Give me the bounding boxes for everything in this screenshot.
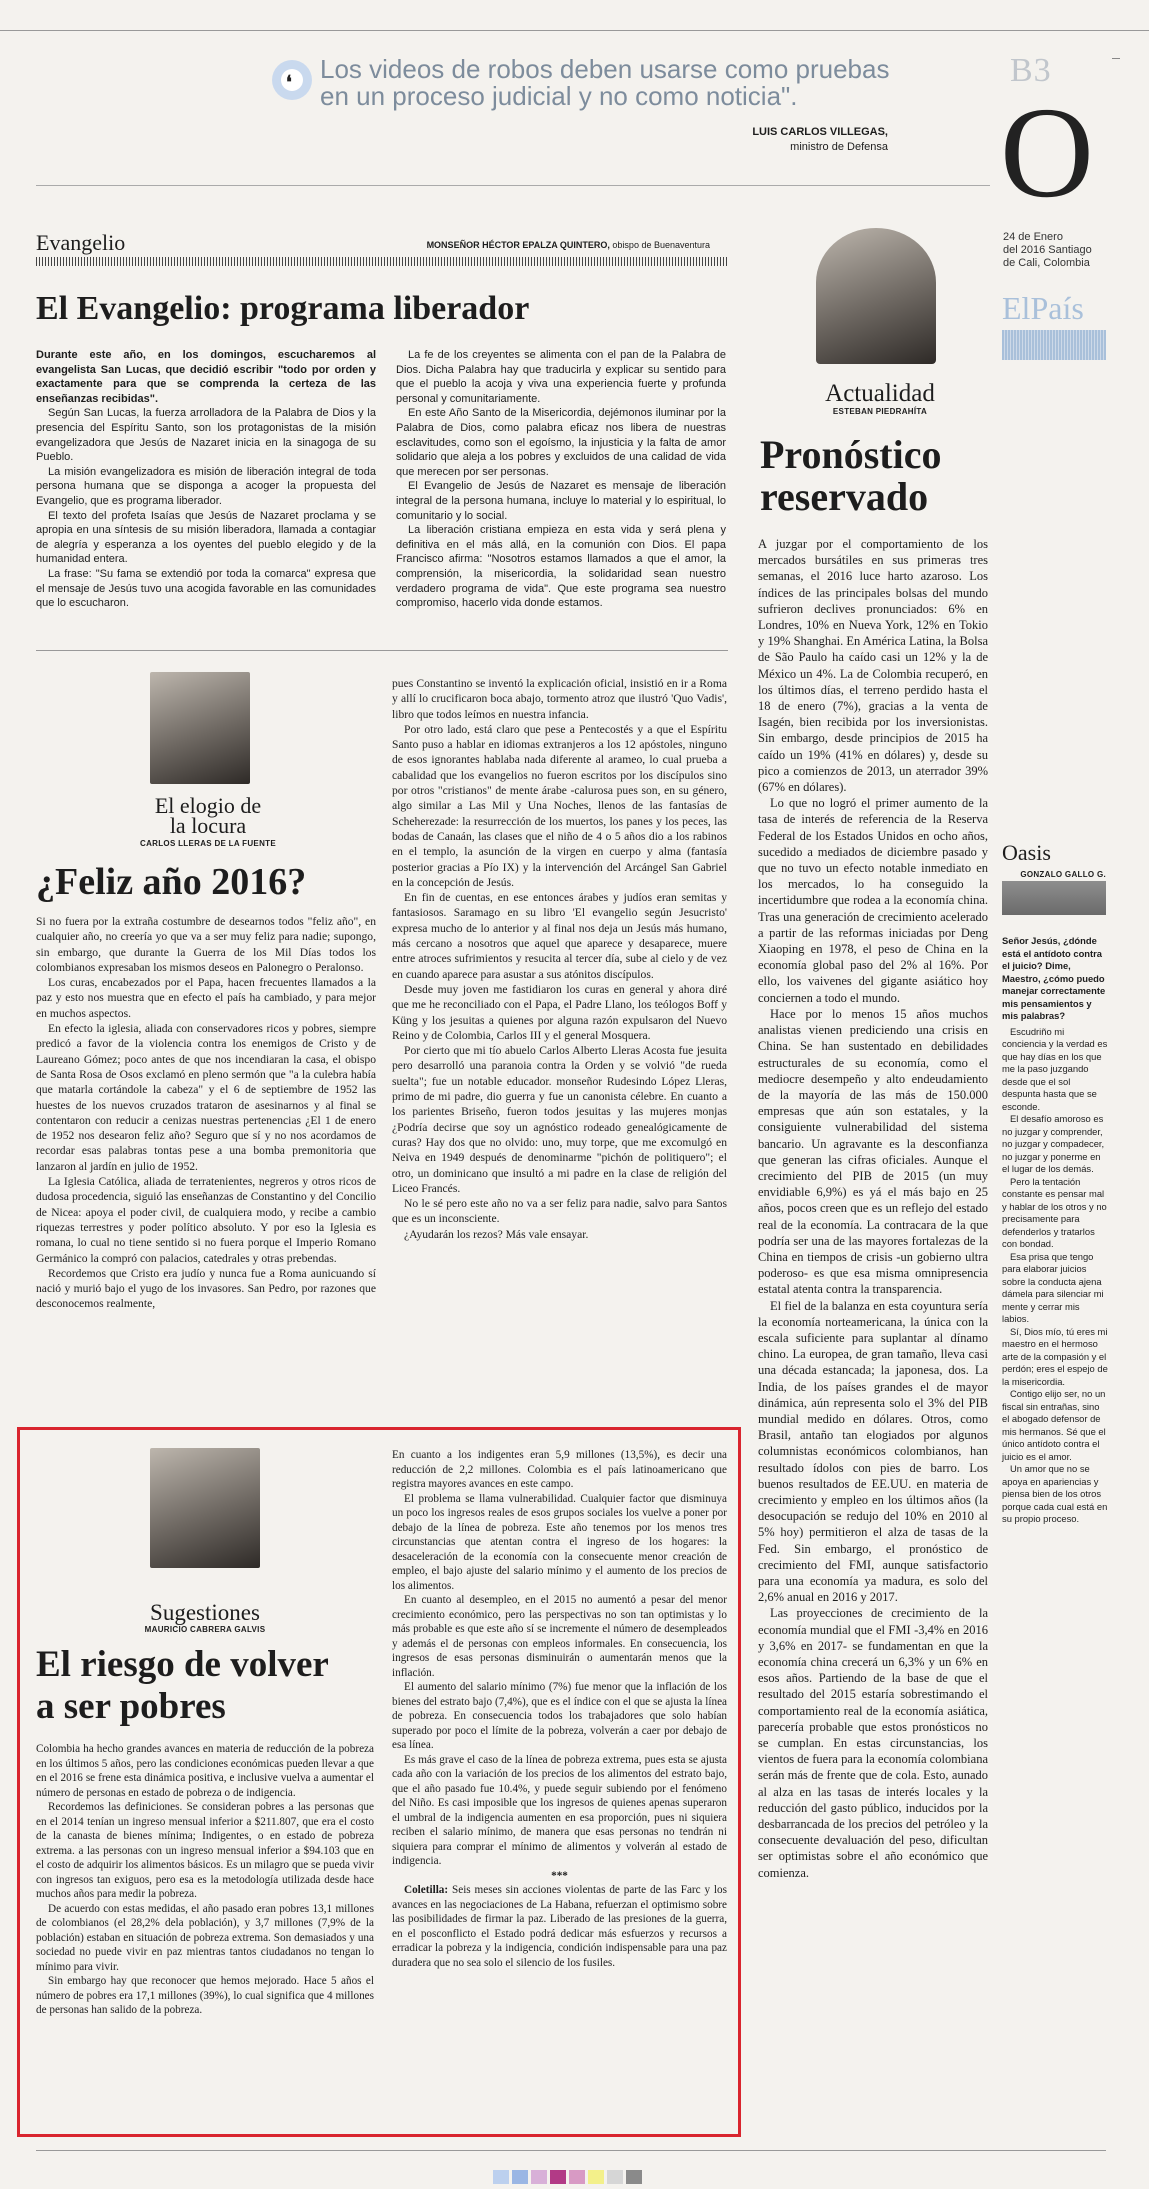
paragraph: Por otro lado, está claro que pese a Pentecostés y a que el Espíritu Santo puso a hablar en idiomas extranjeros a los 12 apóstoles, ninguno de esos ignorantes hablaba nada diferente al arameo, lo cual prueba a cabalidad que los evangelios no fueron escritos por los discípulos sino por otros "cristianos" de mente árabe -calurosa pues son, en su género, algo similar a Las Mil y Una Noches, llenos de las fantasías de Scheherezade: la resurrección de los muertos, los panes y los peces, las bodas de Canaán, las clases que el niño de 4 o 5 años dio a los rabinos en el templo, la asunción de la virgen en cuerpo y alma (fantasía posterior gracias a Pío IX) y la intervención del Arcángel San Gabriel en la concepción de Jesús. bbox=[392, 722, 727, 889]
oasis-author: GONZALO GALLO G. bbox=[1020, 870, 1106, 879]
paragraph: No le sé pero este año no va a ser feliz para nadie, salvo para Santos que es un inconsciente. bbox=[392, 1197, 727, 1226]
paragraph: Esa prisa que tengo para elaborar juicios sobre la conducta ajena dámela para silenciar mi mente y cerrar mis labios. bbox=[1002, 1250, 1104, 1324]
paragraph: La frase: "Su fama se extendió por toda la comarca" expresa que el mensaje de Jesús tuvo una acogida favorable en las comunidades que lo escucharon. bbox=[36, 567, 376, 610]
elogio-column-2 bbox=[392, 676, 727, 1242]
actualidad-column-name: Actualidad bbox=[825, 380, 935, 407]
swatch bbox=[531, 2170, 547, 2184]
paragraph: Pero la tentación constante es pensar mal y hablar de los otros y no precisamente para defenderlos y tratarlos con bondad. bbox=[1002, 1175, 1107, 1249]
quote-role: ministro de Defensa bbox=[790, 141, 888, 153]
section-divider bbox=[36, 650, 728, 651]
header-divider bbox=[36, 185, 990, 186]
paragraph: El problema se llama vulnerabilidad. Cualquier factor que disminuya un poco los ingresos reales de esos grupos sociales los vuelve a poner por debajo de la línea de pobreza. Este año tenemos por los menos tres circunstancias que atentan contra el ingreso de los hogares: la desaceleración de la economía con la consecuente menor creación de empleo, el bajo ajuste del salario mínimo y el aumento de los precios de los alimentos. bbox=[392, 1492, 727, 1592]
paragraph: La liberación cristiana empieza en esta vida y será plena y definitiva en el más allá, en la comunión con Dios. El papa Francisco afirma: "Nosotros estamos llamados a que el amor, la comprensión, la misericordia, la solidaridad sean nuestro verdadero programa de vida". Que este programa sea nuestro compromiso, hacerlo vida donde estamos. bbox=[396, 524, 726, 610]
paragraph: A juzgar por el comportamiento de los mercados bursátiles en sus primeras tres semanas, el 2016 luce harto azaroso. Los índices de las principales bolsas del mundo sufrieron declives pronunciados: 6% en Londres, 10% en Nueva York, 12% en Tokio y 19% Shanghai. En América Latina, la Bolsa de São Paulo ha caído casi un 12% y la de México un 4%. La de Colombia recuperó, en los últimos días, el terreno perdido hasta el 18 de enero (7%), gracias a la venta de Isagén, bien recibida por los inversionistas. Sin embargo, desde principios de 2015 ha caído un 19% (41% en dólares) y, desde su pico a comienzos de 2013, un aterrador 39% (67% en dólares). bbox=[758, 537, 988, 795]
page-code-rule bbox=[1112, 58, 1120, 59]
paragraph: Sí, Dios mío, tú eres mi maestro en el hermoso arte de la compasión y el perdón; eres el espejo de la misericordia. bbox=[1002, 1325, 1108, 1387]
paragraph: En cuanto al desempleo, en el 2015 no aumentó a pesar del menor crecimiento económico, pero las perspectivas no son tan optimistas y lo más probable es que este año sí se incremente el número de desempleados y además el de personas con empleos informales. En consecuencia, los ingresos de esas personas disminuirán o aumentarán menos que la inflación. bbox=[392, 1594, 727, 1679]
swatch bbox=[569, 2170, 585, 2184]
columnist-photo-cabrera bbox=[150, 1448, 260, 1568]
swatch bbox=[626, 2170, 642, 2184]
brand-logo: ElPaís bbox=[1002, 290, 1084, 326]
color-registration-bar bbox=[493, 2170, 642, 2184]
paragraph: Sin embargo hay que reconocer que hemos mejorado. Hace 5 años el número de pobres era 17,1 millones (39%), lo cual significa que 4 millones de personas han salido de la pobreza. bbox=[36, 1975, 374, 2016]
paragraph: Es más grave el caso de la línea de pobreza extrema, pues esta se ajusta cada año con la variación de los precios de los alimentos del estrato bajo, que el año pasado fue 10.4%, y puede seguir subiendo por el fenómeno del Niño. Es casi imposible que los ingresos de quienes apenas superaron el umbral de la indigencia aumenten en esa proporción, pues ni siquiera reciben el salario mínimo, de manera que esas personas no tendrán ni siquiera para comprar el mínimo de alimentos y volverán al estado de indigencia. bbox=[392, 1753, 727, 1867]
sugestiones-column-1 bbox=[36, 1742, 374, 2018]
paragraph: El desafío amoroso es no juzgar y comprender, no juzgar y compadecer, no juzgar y ponerme en el lugar de los demás. bbox=[1002, 1113, 1105, 1174]
brand-bar bbox=[1002, 330, 1106, 360]
paragraph: El fiel de la balanza en esta coyuntura sería la economía norteamericana, la única con la escala suficiente para suplantar al dínamo chino. La europea, de gran tamaño, lleva casi una década estancada; la japonesa, dos. La India, de los países grandes el de mayor dinámica, aún representa solo el 3% del PIB mundial medido en dólares. Otros, como Brasil, antaño tan elogiados por algunos columnistas económicos colombianos, han resultado ídolos con pies de barro. Los buenos resultados de EE.UU. en materia de crecimiento y empleo en los últimos años (la desocupación se redujo del 10% en 2010 al 5% hoy) permitieron el alza de tasas de la Fed. Sin embargo, el pronóstico de crecimiento del FMI, aunque satisfactorio para una economía ya madura, es solo del 2,6% anual en 2016 y 2017. bbox=[758, 1298, 988, 1605]
paragraph: El Evangelio de Jesús de Nazaret es mensaje de liberación integral de la persona humana, incluye lo material y lo espiritual, lo comunitario y lo social. bbox=[396, 480, 726, 522]
paragraph: El texto del profeta Isaías que Jesús de Nazaret proclama y se apropia en una síntesis de su misión liberadora, llamada a contagiar de alegría y esperanza a los oyentes del pueblo elegido y de la humanidad entera. bbox=[36, 509, 376, 566]
page-code: B3 bbox=[1010, 52, 1052, 89]
sugestiones-title: El riesgo de volver a ser pobres bbox=[36, 1644, 329, 1727]
paragraph: En este Año Santo de la Misericordia, dejémonos iluminar por la Palabra de Dios, como palabra eficaz nos libera de nuestras esclavitudes, como son el egoísmo, la injusticia y la falta de amor solidario que aleja a los pobres y excluidos de una calidad de vida que merecen por ser personas. bbox=[396, 407, 726, 478]
paragraph: Un amor que no se apoya en apariencias y piensa bien de los otros porque cada cual está en su propio proceso. bbox=[1002, 1463, 1108, 1524]
coletilla bbox=[392, 1883, 727, 1970]
coletilla-label: Coletilla: bbox=[404, 1884, 449, 1896]
paragraph: La fe de los creyentes se alimenta con el pan de la Palabra de Dios. Dicha Palabra hay que traducirla y explicar su sentido para que el pueblo la acoja y viva una experiencia fuerte y profunda personal y comunitariamente. bbox=[396, 349, 726, 405]
sugestiones-column-2 bbox=[392, 1448, 727, 1970]
columnist-photo-piedrahita bbox=[816, 228, 936, 364]
paragraph: Recordemos las definiciones. Se consideran pobres a las personas que en el 2014 tenían un ingreso mensual inferior a $211.807, que era el costo de la canasta de bienes mínima; Indigentes, o en estado de pobreza extrema. a las personas con un ingreso mensual inferior a $94.103 que en el costo de adquirir los alimentos básicos. Es un milagro que se pueda vivir con ingresos tan exiguos, pero esa es la metodología utilizada desde hace muchos años para medir la pobreza. bbox=[36, 1801, 374, 1900]
swatch bbox=[512, 2170, 528, 2184]
paragraph: En cuanto a los indigentes eran 5,9 millones (13,5%), es decir una reducción de 2,2 millones. Colombia es el país latinoamericano que registra mayores avances en este campo. bbox=[392, 1449, 727, 1490]
quote-author: LUIS CARLOS VILLEGAS, bbox=[752, 126, 888, 138]
paragraph: De acuerdo con estas medidas, el año pasado eran pobres 13,1 millones de colombianos (el 28,2% dela población), y 3,7 millones (7,9% de la población) estaban en situación de pobreza extrema. Son demasiados y una sociedad no puede vivir en paz mientras tantos ciudadanos no tengan lo mínimo para vivir. bbox=[36, 1902, 374, 1973]
evangelio-lead: Durante este año, en los domingos, escucharemos al evangelista San Lucas, que decidió escribir "todo por orden y exactamente para que se comprenda la certeza de las enseñanzas recibidas". bbox=[36, 349, 376, 405]
paragraph: La Iglesia Católica, aliada de terratenientes, negreros y otros ricos de dudosa procedencia, siguió las enseñanzas de Constantino y del Concilio de Nicea: apoya el poder civil, de cualquiera modo, y recibe a cambio riquezas terrestres y poder político absoluto. Y por eso la Iglesia es romana, lo cual no tiene sentido si no fuera porque el Imperio Romano Germánico la compró con palacios, catedrales y otras prebendas. bbox=[36, 1175, 376, 1265]
paragraph: Colombia ha hecho grandes avances en materia de reducción de la pobreza en los últimos 5 años, pero las condiciones económicas pueden llevar a que en el 2016 se frene esta dinámica positiva, e inclusive vuelva a aumentar el número de personas en estado de pobreza o de indigencia. bbox=[36, 1743, 374, 1799]
paragraph: En efecto la iglesia, aliada con conservadores ricos y pobres, siempre predicó a favor de la violencia contra los enemigos de Cristo y de Laureano Gómez; poco antes de que nos incendiaran la casa, el obispo de Santa Rosa de Osos exclamó en pleno sermón que "a la culebra había que matarla cortándole la cabeza" y el 6 de septiembre de 1952 las huestes de los nuevos cruzados trataron de asesinarnos y al final se contentaron con reducir a cenizas nuestras pertenencias ¿El 1 de enero de 1952 nos desearon feliz año? Seguro que sí y no nos acordamos de recordar esas palabras tontas pese a una bomba premonitoria que lanzaron al jardín en julio de 1952. bbox=[36, 1022, 376, 1173]
paragraph: Las proyecciones de crecimiento de la economía mundial que el FMI -3,4% en 2016 y 3,6% en 2017- se fundamentan en que la economía china crecerá un 6,3% y un 6% en esos años. Partiendo de la base de que el resultado del 2015 estaría sobrestimando el comportamiento real de la economía asiática, parecería probable que estos pronósticos no se cumplan. En estas circunstancias, los vientos de fuera para la economía colombiana serán más de frente que de cola. Esto, aunado al alza en las tasas de interés locales y la reducción del gasto público, inducidos por la desbarrancada de los precios del petróleo y la consecuente devaluación del peso, dificultan ser optimistas sobre el año económico que comienza. bbox=[758, 1606, 988, 1880]
actualidad-author: ESTEBAN PIEDRAHÍTA bbox=[832, 407, 928, 416]
paragraph: ¿Ayudarán los rezos? Más vale ensayar. bbox=[404, 1227, 589, 1241]
paragraph: Desde muy joven me fastidiaron los curas en general y ahora diré que me he reconciliado con el Papa, el Padre Llano, los teólogos Boff y Küng y los jesuitas a quienes por alguna razón expulsaron del Nuevo Reino y de Colombia, Carlos III y el general Mosquera. bbox=[392, 982, 727, 1042]
paragraph: Escudriño mi conciencia y la verdad es que hay días en los que me la paso juzgando desde que el sol despunta hasta que se esconde. bbox=[1002, 1025, 1108, 1112]
paragraph: Según San Lucas, la fuerza arrolladora de la Palabra de Dios y la presencia del Espíritu Santo, son los protagonistas de la misión evangelizadora que Jesús de Nazaret inicia en la sinagoga de su Pueblo. bbox=[36, 407, 376, 464]
columnist-photo-lleras bbox=[150, 672, 250, 784]
sugestiones-column-name: Sugestiones bbox=[150, 1600, 260, 1625]
paragraph: Recordemos que Cristo era judío y nunca fue a Roma aunicuando sí nació y murió bajo el yugo de los invasores. San Pedro, por razones que desconocemos realmente, bbox=[36, 1266, 376, 1311]
elogio-title: ¿Feliz año 2016? bbox=[36, 861, 307, 903]
paragraph: Hace por lo menos 15 años muchos analistas vienen prediciendo una crisis en China. Se han sustentado en debilidades estructurales de su economía, como el mediocre desempeño y alto endeudamiento de la mayoría de las más de 150.000 empresas que aún son estatales, y la consiguiente vulnerabilidad del sistema bancario. Un agravante es la desconfianza que generan las cifras oficiales. Aunque el crecimiento del PIB de 2015 (un muy envidiable 6,9%) es yá el más bajo en 25 años, pocos creen que es un reflejo del estado real de la economía. La contracara de la que podría ser una de las mayores fortalezas de la China en tiempos de crisis -un gobierno ultra poderoso- es que esa misma omnipresencia estatal atenta contra la transparencia. bbox=[758, 1006, 988, 1297]
actualidad-column bbox=[758, 536, 988, 1881]
paragraph: pues Constantino se inventó la explicación oficial, insistió en ir a Roma y allí lo crucificaron boca abajo, tormento atroz que ilustró 'Quo Vadis', libro que todos leímos en nuestra infancia. bbox=[392, 677, 727, 721]
bottom-rule bbox=[36, 2150, 1106, 2151]
swatch bbox=[588, 2170, 604, 2184]
quote-icon: ❛ bbox=[272, 60, 312, 100]
paragraph: Lo que no logró el primer aumento de la tasa de interés de referencia de la Reserva Federal de los Estados Unidos en ocho años, sucedido a mediados de diciembre pasado y que no tuvo un efecto notable inmediato en los mercados, lo ha conseguido la incertidumbre que rodea a la economía china. Tras una generación de crecimiento acelerado a partir de las reformas iniciadas por Deng Xiaoping en 1978, el peso de China en la economía global paso del 2% al 16%. Por ello, los vaivenes del gigante asiático hoy conciernen a todo el mundo. bbox=[758, 796, 988, 1005]
paragraph: En fin de cuentas, en ese entonces árabes y judíos eran semitas y fantasiosos. Saramago en su libro 'El evangelio según Jesucristo' expresa mucho de lo anterior y al final nos deja un Jesús más humano, más cercano a nosotros que aquel que aparece y desaparece, muere entre atroces sufrimientos y resucita al tercer día, sube al cielo y de vez en cuando aparece para asustar a sus atónitos discípulos. bbox=[392, 891, 727, 981]
elogio-column-name: El elogio de la locura bbox=[154, 793, 262, 838]
evangelio-title: El Evangelio: programa liberador bbox=[36, 290, 530, 327]
evangelio-byline: MONSEÑOR HÉCTOR EPALZA QUINTERO, obispo de Buenaventura bbox=[426, 240, 710, 250]
oasis-banner bbox=[1002, 881, 1106, 915]
actualidad-title: Pronóstico reservado bbox=[760, 432, 942, 519]
top-rule bbox=[0, 30, 1149, 31]
oasis-column bbox=[1002, 935, 1108, 1526]
header-quote: Los videos de robos deben usarse como pruebas en un proceso judicial y no como noticia". bbox=[320, 54, 890, 111]
paragraph: La misión evangelizadora es misión de liberación integral de toda persona humana que se disponga a acoger la propuesta del Evangelio, que es programa liberador. bbox=[36, 465, 376, 507]
sugestiones-author: MAURICIO CABRERA GALVIS bbox=[144, 1625, 266, 1634]
oasis-column-name: Oasis bbox=[1002, 840, 1051, 865]
paragraph: El aumento del salario mínimo (7%) fue menor que la inflación de los bienes del estrato bajo (7,4%), que es el índice con el que se ajusta la línea de pobreza. En consecuencia todos los trabajadores que solo habían superado por poco el límite de la pobreza, volverán a caer por debajo de esa línea. bbox=[392, 1681, 727, 1751]
page-date: 24 de Enero del 2016 Santiago de Cali, Colombia bbox=[1003, 231, 1092, 269]
paragraph: Por cierto que mi tío abuelo Carlos Alberto Lleras Acosta fue jesuita pero desarrolló una paranoia contra la Orden y se volvió "de rueda suelta"; fue un notable educador. monseñor Rudesindo López Lleras, primo de mi padre, dio guerra y fue un canonista célebre. En cuanto a los parientes Briseño, fueron todos jesuitas y las mujeres monjas ¿Podría decirse que soy un agnóstico rodeado genealógicamente de curas? Hay dos que no olvido: uno, muy torpe, que me excomulgó en Neiva en 1949 después de denominarme "pichón de politiquero"; el otro, un dominicano que insultó a mi padre en la clase de religión del Liceo Francés. bbox=[392, 1044, 727, 1195]
elogio-column-1 bbox=[36, 914, 376, 1312]
evangelio-rule bbox=[36, 257, 728, 266]
paragraph: Contigo elijo ser, no un fiscal sin entrañas, sino el abogado defensor de mis hermanos. Sé que el único antídoto contra el juicio es el amor. bbox=[1002, 1388, 1106, 1462]
evangelio-column-1 bbox=[36, 348, 376, 611]
evangelio-column-2 bbox=[396, 348, 726, 611]
section-letter: O bbox=[1000, 81, 1094, 225]
paragraph: Si no fuera por la extraña costumbre de desearnos todos "feliz año", en cualquier año, no creería yo que va a ser muy feliz para nadie; supongo, sin embargo, que durante la Guerra de los Mil Días todos los colombianos expresaban los mismos deseos en Palonegro o Peralonso. bbox=[36, 915, 376, 974]
oasis-intro: Señor Jesús, ¿dónde está el antídoto contra el juicio? Dime, Maestro, ¿cómo puedo manejar correctamente mis pensamientos y mis palabras? bbox=[1002, 935, 1106, 1021]
evangelio-section-label: Evangelio bbox=[36, 230, 126, 255]
section-stars: *** bbox=[551, 1869, 568, 1882]
coletilla-text: Seis meses sin acciones violentas de parte de las Farc y los avances en las negociaciones de La Habana, refuerzan el optimismo sobre las posibilidades de firmar la paz. Liberado de las presiones de la guerra, en el posconflicto el Estado podrá dedicar más esfuerzos y recursos a erradicar la pobreza y la indigencia, condición indispensable para una paz duradera que no sea solo el silencio de los fusiles. bbox=[392, 1884, 727, 1969]
elogio-author: CARLOS LLERAS DE LA FUENTE bbox=[140, 839, 276, 848]
swatch bbox=[607, 2170, 623, 2184]
swatch bbox=[550, 2170, 566, 2184]
paragraph: Los curas, encabezados por el Papa, hacen frecuentes llamados a la paz y esto nos muestra que en efecto el país ha cambiado, y para mejor en muchos aspectos. bbox=[36, 976, 376, 1020]
swatch bbox=[493, 2170, 509, 2184]
